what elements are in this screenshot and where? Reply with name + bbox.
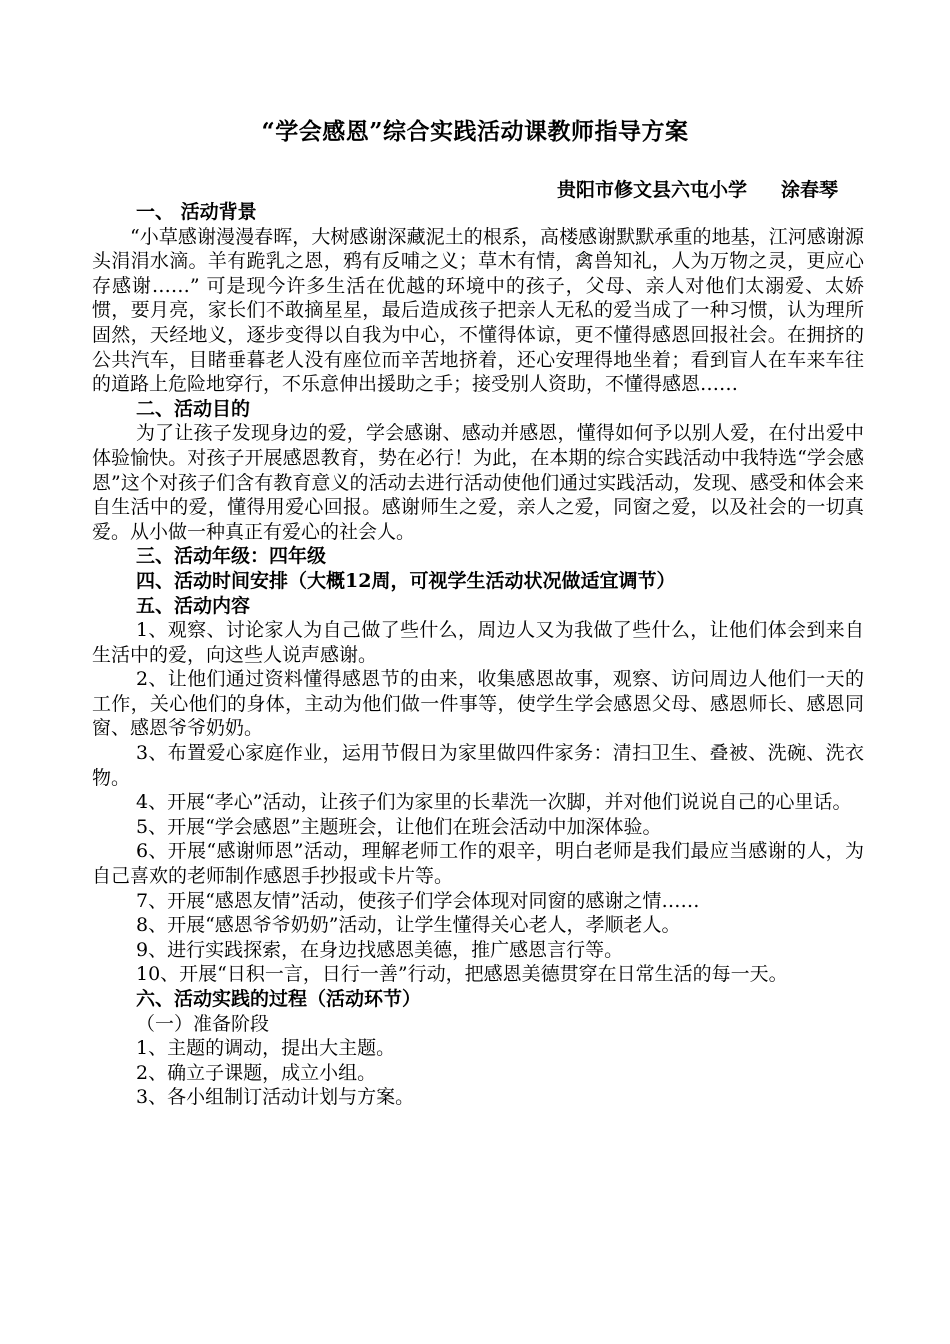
paragraph: 6、开展“感谢师恩”活动，理解老师工作的艰辛，明白老师是我们最应当感谢的人，为自己喜欢的老师制作感恩手抄报或卡片等。	[92, 840, 864, 888]
paragraph: （一）准备阶段	[136, 1012, 270, 1035]
author-line	[557, 175, 838, 202]
section-heading: 三、活动年级：四年级	[136, 545, 327, 568]
paragraph: 2、确立子课题，成立小组。	[136, 1061, 377, 1084]
document-title: “学会感恩”综合实践活动课教师指导方案	[261, 118, 689, 145]
section-heading: 一、 活动背景	[136, 201, 257, 223]
paragraph: 1、主题的调动，提出大主题。	[136, 1037, 396, 1060]
paragraph: “小草感谢漫漫春晖，大树感谢深藏泥土的根系，高楼感谢默默承重的地基，江河感谢源头涓涓水滴。羊有跪乳之恩，鸦有反哺之义；草木有情，禽兽知礼，人为万物之灵，更应心存感谢……” 可是现今许多生活在优越的环境中的孩子，父母、亲人对他们太溺爱、太娇惯，要月亮，家长们不敢摘星星，最后造成孩子把亲人无私的爱当成了一种习惯，认为理所固然，天经地义，逐步变得以自我为中心，不懂得体谅，更不懂得感恩回报社会。在拥挤的公共汽车，目睹垂暮老人没有座位而辛苦地挤着，还心安理得地坐着；看到盲人在车来车往的道路上危险地穿行，不乐意伸出援助之手；接受别人资助，不懂得感恩……	[92, 225, 864, 396]
paragraph: 3、各小组制订活动计划与方案。	[136, 1086, 415, 1109]
paragraph: 2、让他们通过资料懂得感恩节的由来，收集感恩故事，观察、访问周边人他们一天的工作，关心他们的身体，主动为他们做一件事等，使学生学会感恩父母、感恩师长、感恩同窗、感恩爷爷奶奶。	[92, 668, 864, 740]
paragraph: 4、开展“孝心”活动，让孩子们为家里的长辈洗一次脚，并对他们说说自己的心里话。	[136, 791, 852, 814]
section-heading: 四、活动时间安排（大概12周，可视学生活动状况做适宜调节）	[136, 569, 676, 592]
paragraph: 9、进行实践探索，在身边找感恩美德，推广感恩言行等。	[136, 938, 624, 961]
paragraph: 8、开展“感恩爷爷奶奶”活动，让学生懂得关心老人，孝顺老人。	[136, 914, 681, 937]
section-heading: 五、活动内容	[136, 594, 251, 617]
paragraph: 3、布置爱心家庭作业，运用节假日为家里做四件家务：清扫卫生、叠被、洗碗、洗衣物。	[92, 742, 864, 789]
author-name: 涂春琴	[780, 179, 838, 201]
document-body	[92, 200, 864, 1110]
paragraph: 为了让孩子发现身边的爱，学会感谢、感动并感恩，懂得如何予以别人爱，在付出爱中体验愉快。对孩子开展感恩教育，势在必行！为此，在本期的综合实践活动中我特选“学会感恩”这个对孩子们含有教育意义的活动去进行活动使他们通过实践活动，发现、感受和体会来自生活中的爱，懂得用爱心回报。感谢师生之爱，亲人之爱，同窗之爱，以及社会的一切真爱。从小做一种真正有爱心的社会人。	[92, 422, 864, 543]
paragraph: 5、开展“学会感恩”主题班会，让他们在班会活动中加深体验。	[136, 815, 662, 838]
paragraph: 10、开展“日积一言，日行一善”行动，把感恩美德贯穿在日常生活的每一天。	[136, 963, 788, 986]
paragraph: 1、观察、讨论家人为自己做了些什么，周边人又为我做了些什么，让他们体会到来自生活中的爱，向这些人说声感谢。	[92, 619, 864, 666]
author-school: 贵阳市修文县六屯小学	[556, 179, 747, 201]
section-heading: 六、活动实践的过程（活动环节）	[136, 988, 422, 1010]
section-heading: 二、活动目的	[136, 397, 251, 420]
paragraph: 7、开展“感恩友情”活动，使孩子们学会体现对同窗的感谢之情……	[136, 889, 700, 912]
